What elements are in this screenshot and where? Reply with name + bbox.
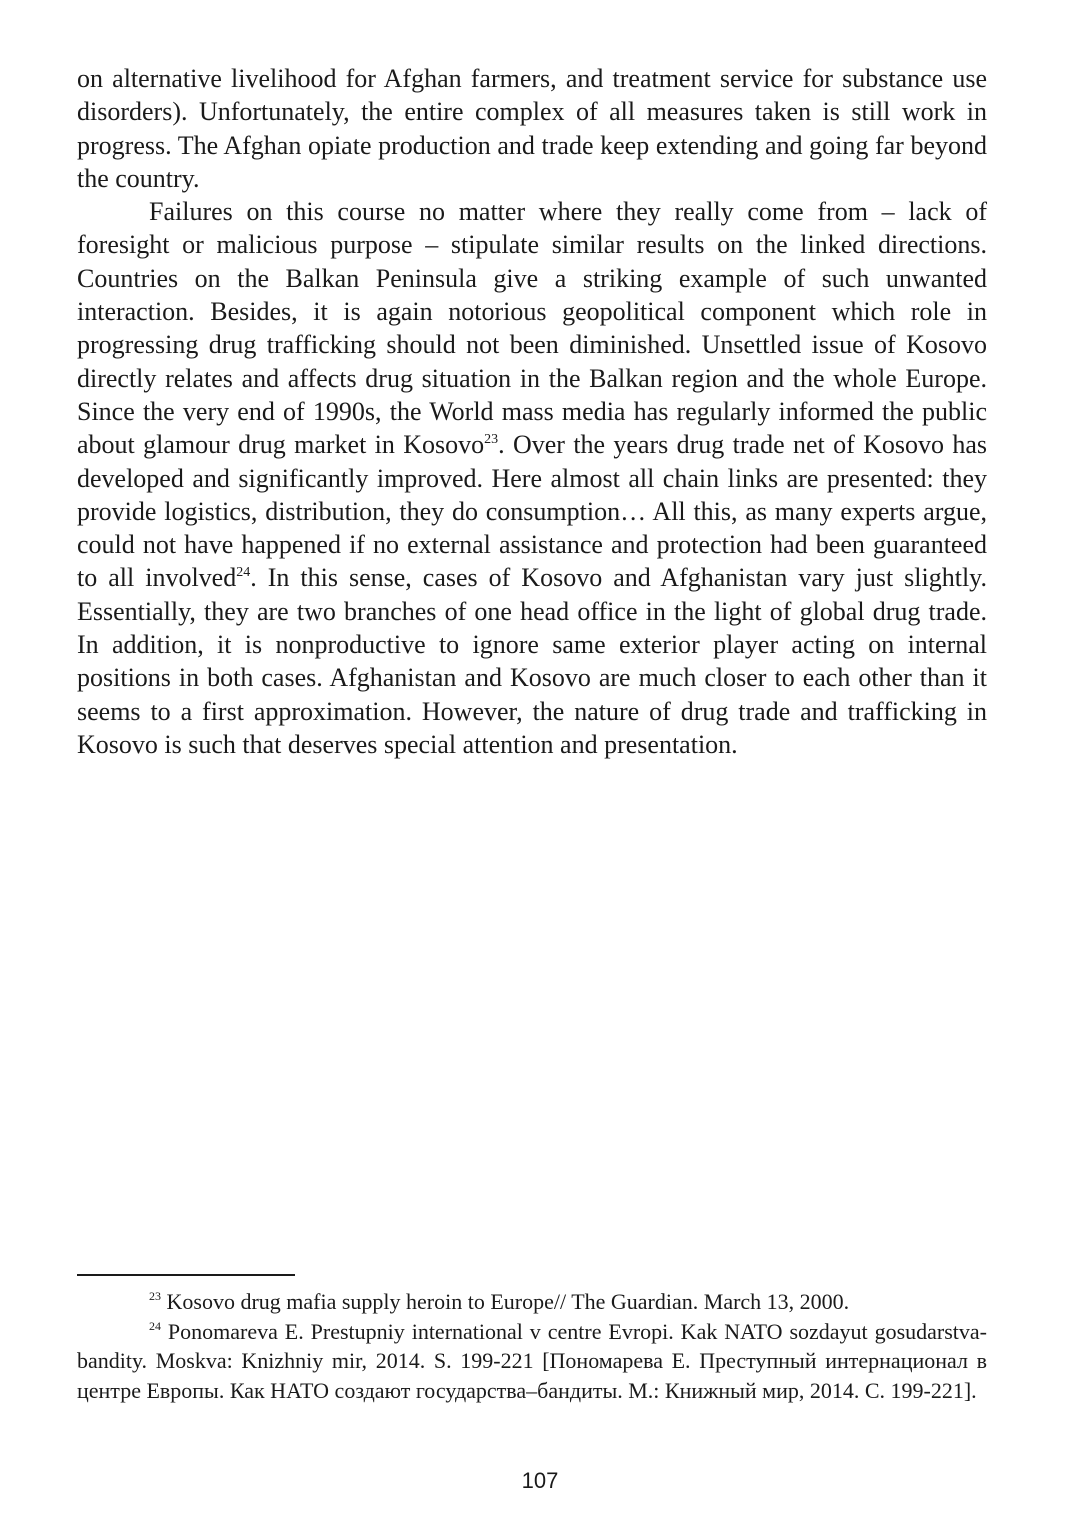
paragraph-2-text-b: . Over the years drug trade net of Kosovo has developed and significantly improved. Here almost all chain links are presented: they provide logistics, distribution, they do consumption… All this, as many experts argue, could not have happened if no external assistance and protection had been guaranteed to all involved — [77, 430, 987, 593]
paragraph-1-text: on alternative livelihood for Afghan farmers, and treatment service for substance use disorders). Unfortunately, the entire complex of all measures taken is still work in progress. The Afghan opiate production and trade keep extending and going far beyond the country. — [77, 64, 987, 193]
footnotes — [77, 1287, 987, 1405]
footnote-ref-24[interactable]: 24 — [236, 565, 251, 581]
footnote-ref-23[interactable]: 23 — [484, 432, 499, 448]
footnote-24 — [77, 1317, 987, 1406]
footnote-number: 23 — [149, 1289, 161, 1303]
paragraph-1 — [77, 62, 987, 195]
paragraph-2-text-c: . In this sense, cases of Kosovo and Afghanistan vary just slightly. Essentially, they are two branches of one head office in the light of global drug trade. In addition, it is nonproductive to ignore same exterior player acting on internal positions in both cases. Afghanistan and Kosovo are much closer to each other than it seems to a first approximation. However, the nature of drug trade and trafficking in Kosovo is such that deserves special attention and presentation. — [77, 563, 987, 759]
footnote-23 — [77, 1287, 987, 1317]
paragraph-2-text-a: Failures on this course no matter where they really come from – lack of foresight or malicious purpose – stipulate similar results on the linked directions. Countries on the Balkan Peninsula give a striking example of such unwanted interaction. Besides, it is again notorious geopolitical component which role in progressing drug trafficking should not been diminished. Unsettled issue of Kosovo directly relates and affects drug situation in the Balkan region and the whole Europe. Since the very end of 1990s, the World mass media has regularly informed the public about glamour drug market in Kosovo — [77, 197, 987, 460]
page-number: 107 — [521, 1468, 559, 1493]
footnote-text: Kosovo drug mafia supply heroin to Europe// The Guardian. March 13, 2000. — [161, 1289, 850, 1314]
main-text — [77, 62, 987, 761]
footnote-separator — [77, 1274, 295, 1276]
footnote-text: Ponomareva E. Prestupniy international v centre Evropi. Kak NATO sozdayut gosudarstva-bandity. Moskva: Knizhniy mir, 2014. S. 199-221 [Пономарева Е. Преступный интернационал в центре Европы. Как НАТО создают государства–бандиты. М.: Книжный мир, 2014. С. 199-221]. — [77, 1318, 987, 1403]
footnote-number: 24 — [149, 1318, 161, 1333]
paragraph-2 — [77, 195, 987, 761]
